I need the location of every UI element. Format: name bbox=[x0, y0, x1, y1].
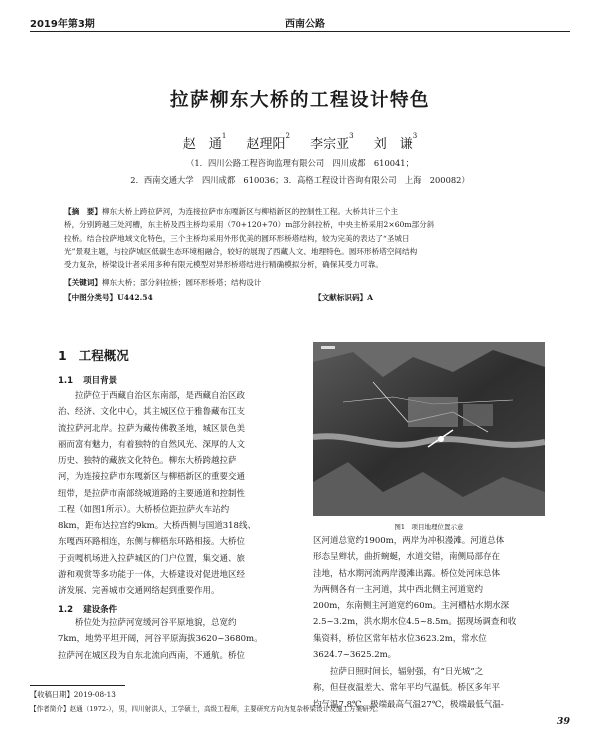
author-4: 刘 谦$^3$ bbox=[373, 132, 418, 152]
keywords-label: 【关键词】 bbox=[64, 278, 102, 287]
paper-title: 拉萨柳东大桥的工程设计特色 bbox=[169, 90, 430, 111]
footnote-received: 【收稿日期】2019-08-13 bbox=[30, 690, 116, 699]
footnote-rule bbox=[30, 685, 125, 686]
classification-label: 【中图分类号】 bbox=[64, 293, 118, 302]
affiliation-line-1: （1．四川公路工程咨询监理有限公司 四川成都 610041； bbox=[186, 158, 414, 168]
abstract-line: 拉桥。结合拉萨地域文化特色，三个主桥均采用外形优美的圆环形桥塔结构，较为完美的表达了“圣城日 bbox=[64, 233, 410, 243]
abstract-line: 光”景观主题，与拉萨城区低碳生态环境相融合，较好的展现了西藏人文、地理特色。圆环形桥塔空间结构 bbox=[64, 246, 418, 256]
satellite-map-icon bbox=[313, 342, 545, 516]
footnote-author: 【作者简介】赵通（1972-），男，四川射洪人，工学硕士，高级工程师，主要研究方向为复杂桥梁设计及施工方案研究。 bbox=[30, 705, 382, 713]
header-journal: 西南公路 bbox=[285, 19, 325, 30]
section-1-2-heading: 1.2 建设条件 bbox=[58, 605, 118, 615]
author-2: 赵理阳$^2$ bbox=[246, 132, 290, 152]
abstract bbox=[64, 205, 544, 271]
header-rule bbox=[30, 31, 570, 32]
page-number: 39 bbox=[556, 716, 570, 727]
location-map-image bbox=[313, 342, 545, 516]
paragraph-river: 区河道总宽约1900m，两岸为冲积漫滩。河道总体 形态呈辫状，曲折蜿蜒，水道交错，南侧局部存在 洼地，枯水期河流两岸漫滩出露。桥位处河床总体 为两侧各有一主河道，其中西北侧主河道宽约 200m，东南侧主河道宽约60m。主河槽枯水期水深 2.5~3.2m，洪水期水位4.5~8.5m。据现场调查和收 集资料，桥位区常年枯水位3623.2m，常水位 3624.7~3625.2m。 bbox=[313, 536, 517, 660]
abstract-line: 桥，分别跨越三处河槽，东主桥及西主桥均采用（70+120+70）m部分斜拉桥，中央主桥采用2×60m部分斜 bbox=[64, 220, 435, 230]
paragraph-conditions: 桥位处为拉萨河宽缓河谷平原地貌，总宽约 7km，地势平坦开阔，河谷平原海拔3620~3680m。 拉萨河在城区段为自东北流向西南，不通航。桥位 bbox=[58, 618, 263, 661]
figure-caption: 图1 项目地理位置示意 bbox=[394, 523, 464, 531]
authors bbox=[0, 133, 600, 152]
header-issue: 2019年第3期 bbox=[30, 19, 95, 30]
classification-value: U442.54 bbox=[117, 293, 153, 302]
doc-code bbox=[314, 292, 373, 303]
abstract-label: 【摘 要】 bbox=[64, 207, 102, 216]
keywords-text: 柳东大桥；部分斜拉桥；圆环形桥塔；结构设计 bbox=[101, 278, 262, 287]
abstract-line: 受力复杂，桥梁设计者采用多种有限元模型对异形桥塔结进行精确模拟分析，确保其受力可靠。 bbox=[64, 260, 383, 270]
section-1-1-heading: 1.1 项目背景 bbox=[58, 376, 118, 386]
section-1-heading: 1 工程概况 bbox=[58, 348, 129, 363]
keywords bbox=[64, 277, 544, 288]
paragraph-background: 拉萨位于西藏自治区东南部，是西藏自治区政 治、经济、文化中心，其主城区位于雅鲁藏布江支 流拉萨河北岸。拉萨为藏传佛教圣地，城区景色美 丽而富有魅力，有着独特的自然风光、深厚的人文 历史、独特的藏族文化特色。柳东大桥跨越拉萨 河，为连接拉萨市东嘎新区与柳梧新区的重要交通 纽带，是拉萨市南部绕城道路的主要通道和控制性 工程（如图1所示）。大桥桥位距拉萨火车站约 8km，距布达拉宫约9km。大桥西侧与国道318线、 东嘎西环路相连，东侧与柳梧东环路相接。大桥位 于贡嘎机场进入拉萨城区的门户位置，集交通、旅 游和观赏等多功能于一体，大桥建设对促进地区经 济发展、完善城市交通网络起到重要作用。 bbox=[58, 391, 256, 596]
doc-code-label: 【文献标识码】 bbox=[314, 293, 368, 302]
doc-code-value: A bbox=[367, 293, 374, 302]
paragraph-climate: 拉萨日照时间长，辐射强，有“日光城”之 称，但昼夜温差大、常年平均气温低。桥区多年平 均气温7.8℃，极端最高气温27℃，极端最低气温- bbox=[313, 667, 504, 710]
author-1: 赵 通$^1$ bbox=[182, 132, 227, 152]
author-3: 李宗亚$^3$ bbox=[310, 132, 354, 152]
classification-row bbox=[64, 292, 544, 303]
abstract-line: 柳东大桥上跨拉萨河，为连接拉萨市东嘎新区与柳梧新区的控制性工程。大桥共计三个主 bbox=[101, 207, 399, 216]
affiliation-line-2: 2．西南交通大学 四川成都 610036；3．高格工程设计咨询有限公司 上海 200082） bbox=[130, 175, 470, 185]
